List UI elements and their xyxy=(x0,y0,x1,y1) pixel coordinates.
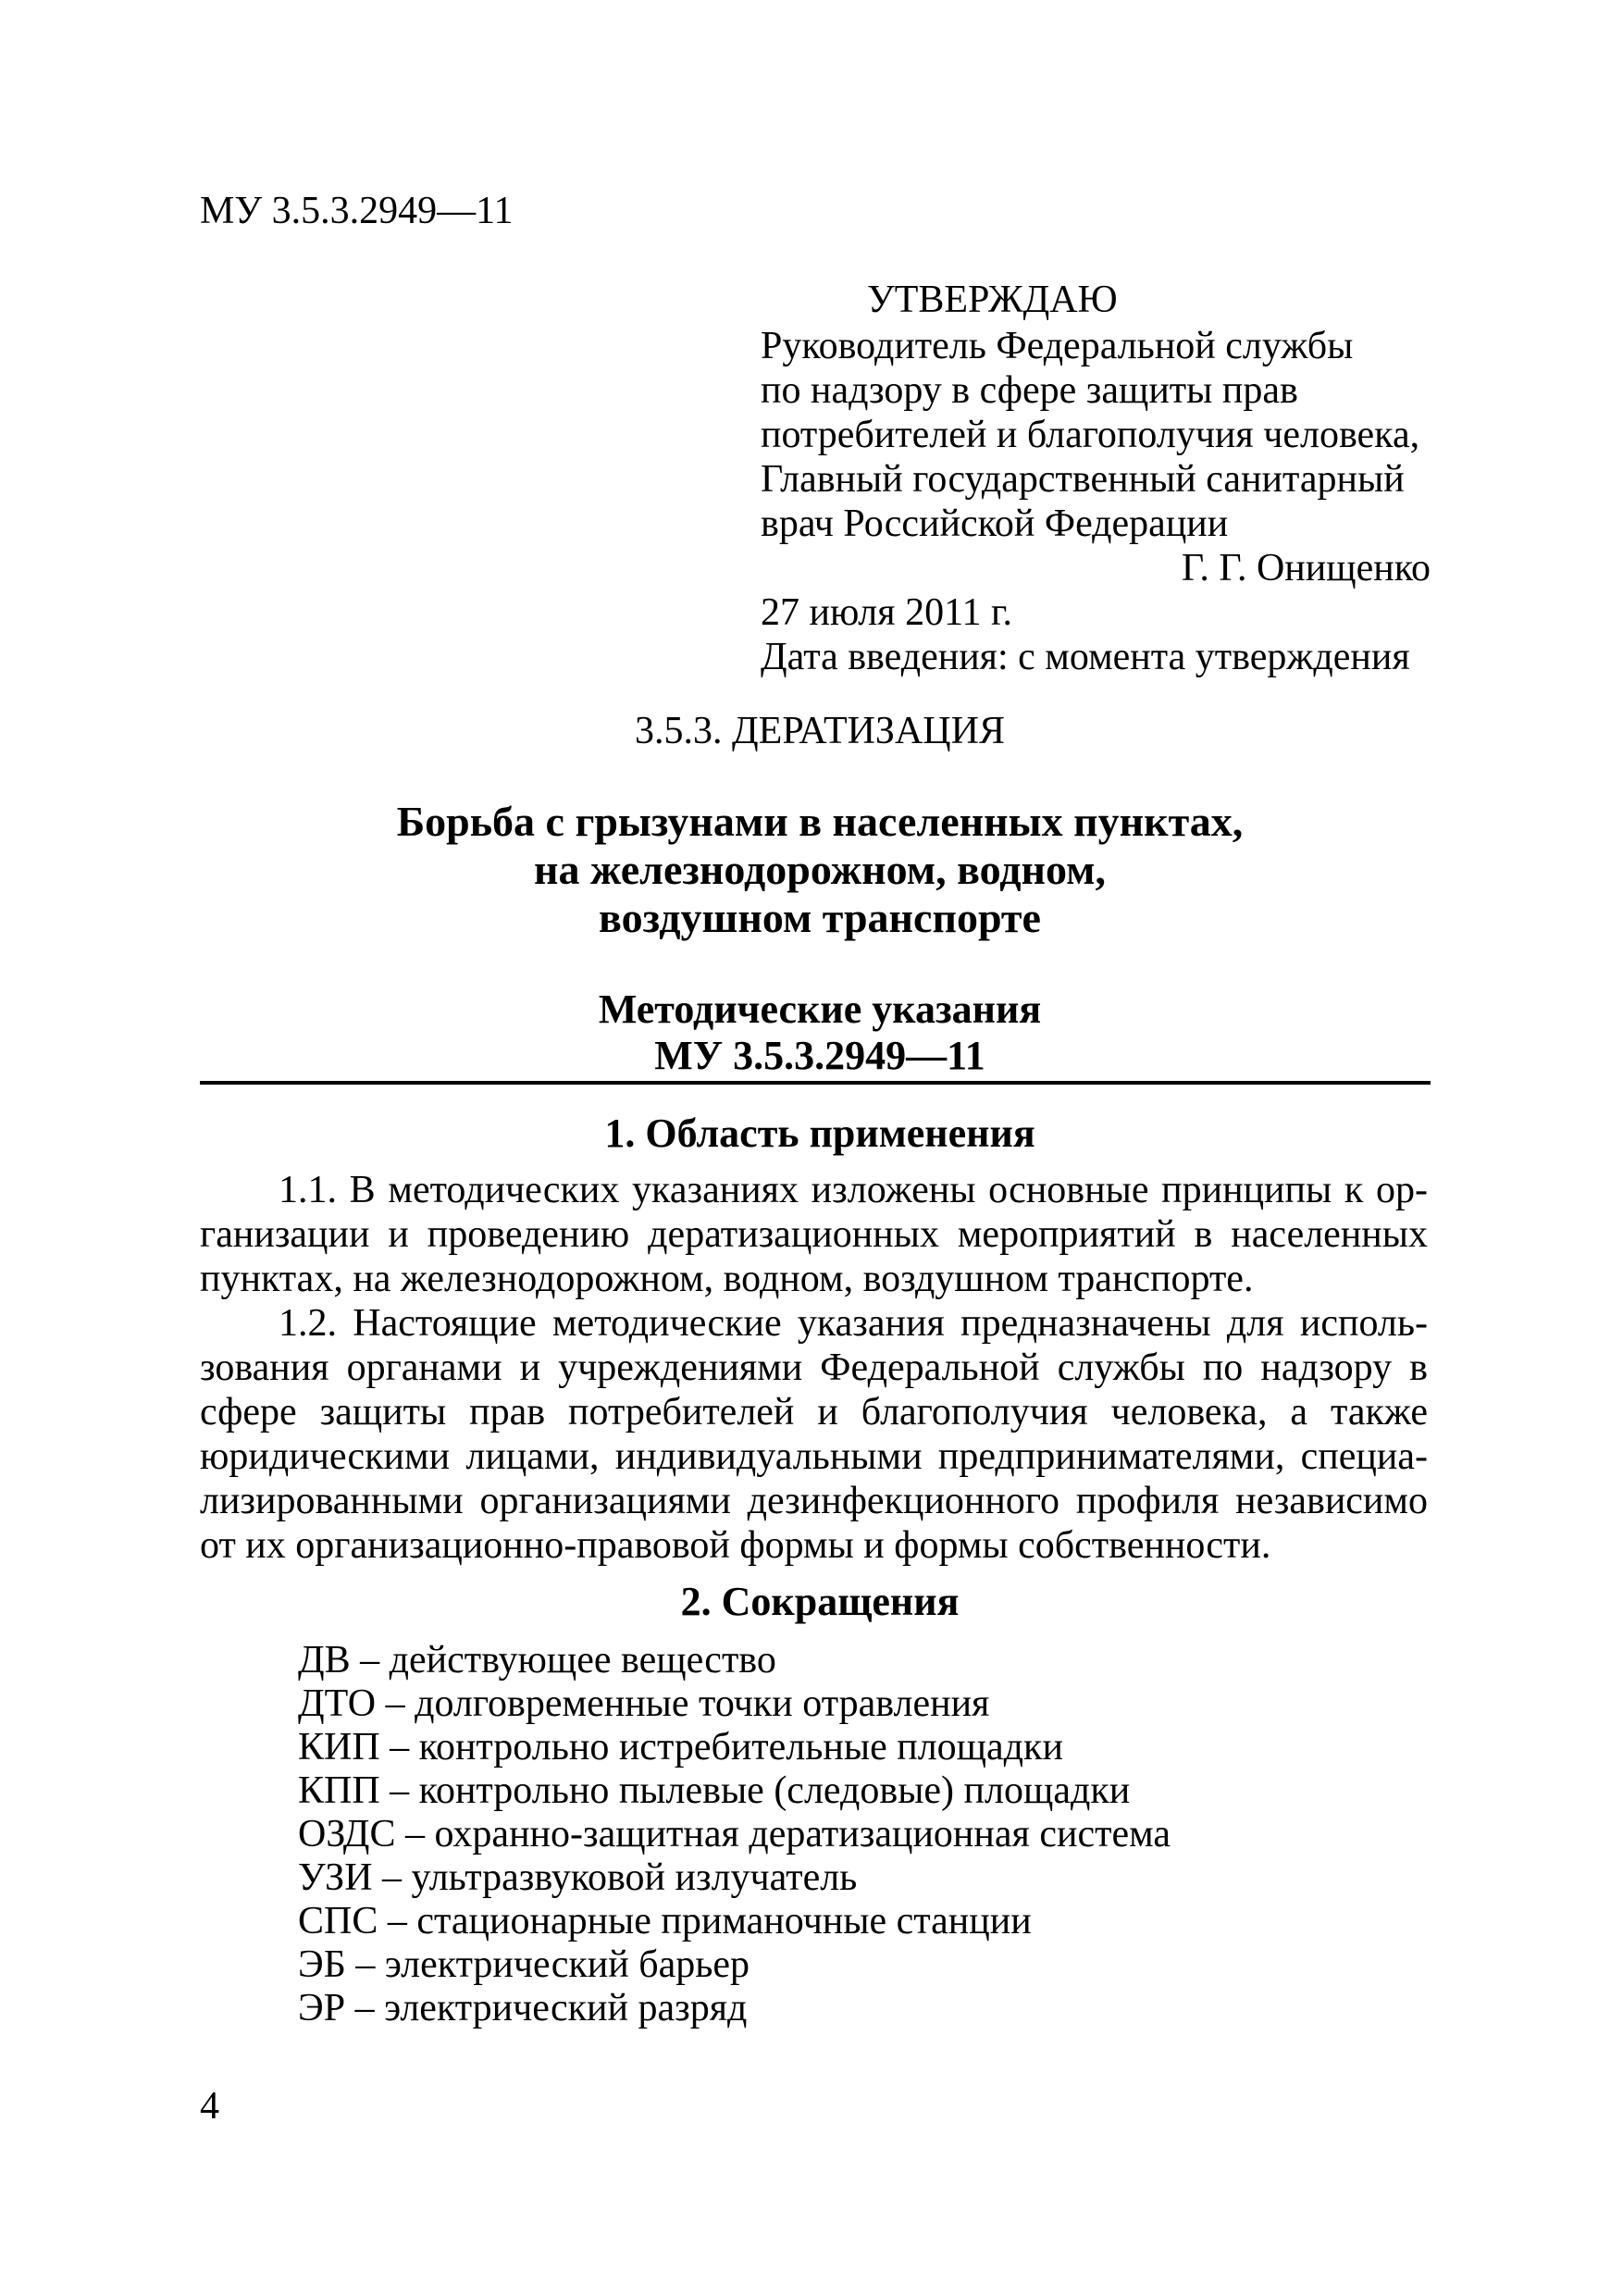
abbreviation-item: ЭБ – электрический барьер xyxy=(298,1943,750,1986)
approval-line: врач Российской Федерации xyxy=(761,503,1229,545)
paragraph-line: пунктах, на железнодорожном, водном, воздушном транспорте. xyxy=(200,1258,1254,1300)
approval-line: Главный государственный санитарный xyxy=(761,458,1405,501)
section-1-heading: 1. Область применения xyxy=(604,1111,1035,1156)
abbreviation-item: КИП – контрольно истребительные площадки xyxy=(298,1726,1063,1769)
document-code-bold: МУ 3.5.3.2949—11 xyxy=(654,1033,985,1078)
section-1-paragraph-2 xyxy=(200,1301,1428,1568)
approval-signer: Г. Г. Онищенко xyxy=(1181,547,1431,590)
horizontal-rule xyxy=(200,1081,1431,1085)
section-code: 3.5.3. ДЕРАТИЗАЦИЯ xyxy=(635,710,1005,752)
page-number: 4 xyxy=(200,2085,219,2128)
paragraph-line: от их организационно-правовой формы и формы собственности. xyxy=(200,1524,1271,1567)
document-code: МУ 3.5.3.2949—11 xyxy=(200,190,514,232)
approval-heading: УТВЕРЖДАЮ xyxy=(867,279,1118,321)
section-2-heading: 2. Сокращения xyxy=(680,1579,960,1624)
document-kind: Методические указания xyxy=(598,987,1042,1032)
paragraph-line: 1.1. В методических указаниях изложены основные принципы к ор- xyxy=(279,1169,1428,1211)
document-title-line: Борьба с грызунами в населенных пунктах, xyxy=(396,798,1244,845)
approval-line: потребителей и благополучия человека, xyxy=(761,414,1420,456)
document-title-line: на железнодорожном, водном, xyxy=(533,846,1106,893)
document-title-line: воздушном транспорте xyxy=(599,894,1041,941)
paragraph-line: ганизации и проведению дератизационных мероприятий в населенных xyxy=(200,1213,1428,1256)
approval-line: по надзору в сфере защиты прав xyxy=(761,369,1298,412)
abbreviation-item: УЗИ – ультразвуковой излучатель xyxy=(298,1856,858,1899)
abbreviation-item: ОЗДС – охранно-защитная дератизационная система xyxy=(298,1813,1171,1855)
paragraph-line: сфере защиты прав потребителей и благополучия человека, а также xyxy=(200,1391,1428,1433)
paragraph-line: 1.2. Настоящие методические указания предназначены для исполь- xyxy=(279,1302,1428,1345)
abbreviation-item: КПП – контрольно пылевые (следовые) площадки xyxy=(298,1769,1131,1812)
abbreviation-item: ЭР – электрический разряд xyxy=(298,1987,748,2029)
abbreviation-item: СПС – стационарные приманочные станции xyxy=(298,1900,1032,1942)
abbreviation-item: ДВ – действующее вещество xyxy=(298,1639,776,1682)
section-1-paragraph-1 xyxy=(200,1168,1428,1301)
paragraph-line: лизированными организациями дезинфекционного профиля независимо xyxy=(200,1480,1428,1522)
approval-effective-date: Дата введения: с момента утверждения xyxy=(761,636,1410,678)
paragraph-line: зования органами и учреждениями Федеральной службы по надзору в xyxy=(200,1347,1428,1389)
approval-line: Руководитель Федеральной службы xyxy=(761,325,1354,367)
paragraph-line: юридическими лицами, индивидуальными предпринимателями, специа- xyxy=(200,1435,1428,1478)
abbreviation-item: ДТО – долговременные точки отравления xyxy=(298,1682,990,1725)
approval-date: 27 июля 2011 г. xyxy=(761,591,1013,634)
